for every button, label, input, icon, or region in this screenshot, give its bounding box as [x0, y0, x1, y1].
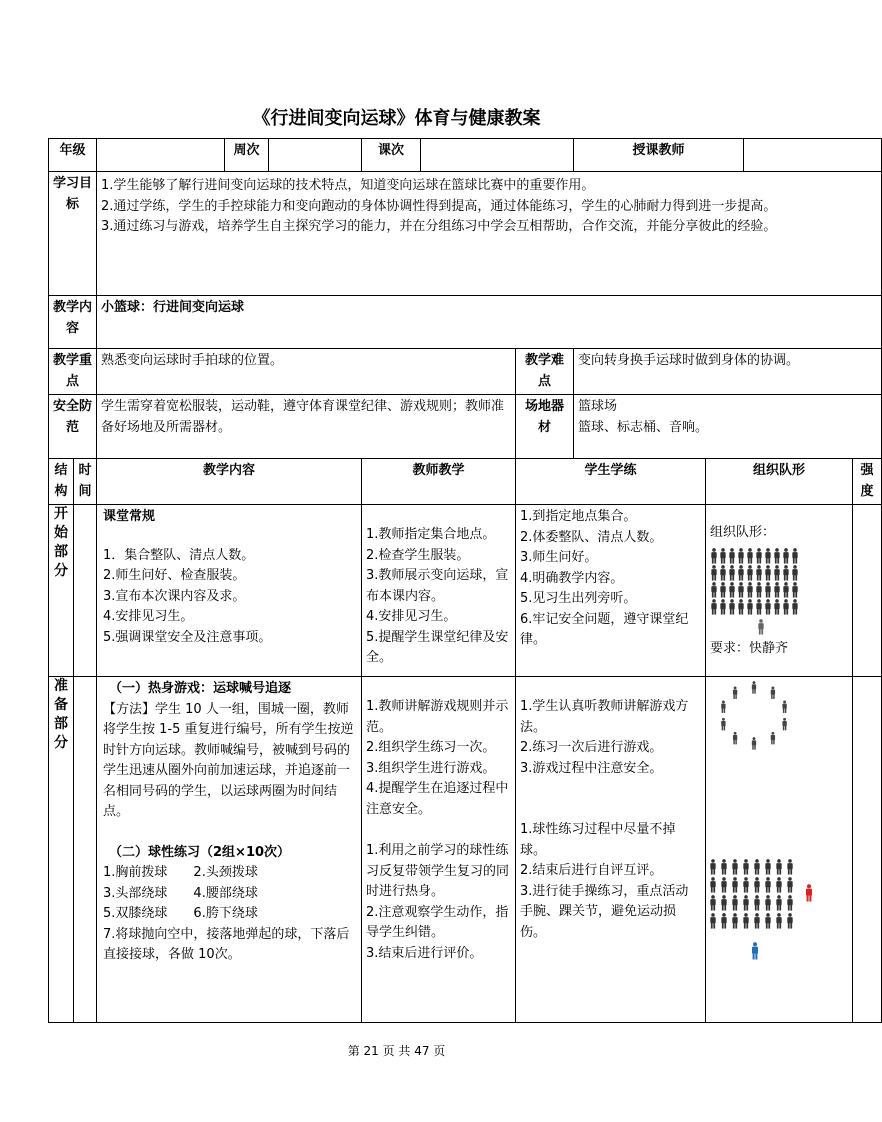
- drill-student-icon: [776, 859, 781, 874]
- col-intensity: 强度: [853, 459, 882, 505]
- drill-student-icon: [776, 877, 781, 892]
- drill-student-icon: [754, 859, 759, 874]
- lesson-plan-table: [48, 138, 882, 1023]
- drill-student-icon: [754, 877, 759, 892]
- part2-student-item: 3.游戏过程中注意安全。: [520, 760, 663, 776]
- col-content: 教学内容: [97, 459, 362, 505]
- student-icon: [773, 582, 781, 598]
- drill-student-icon: [743, 877, 748, 892]
- student-icon: [791, 582, 799, 598]
- method-label: 【方法】: [103, 701, 156, 717]
- drill-item: 1.胸前拨球 2.头颈拨球: [103, 865, 258, 880]
- student-icon: [728, 599, 736, 615]
- part1-content-title: 课堂常规: [103, 509, 156, 524]
- ring-student-icon: [733, 732, 737, 744]
- part1-student-item: 4.明确教学内容。: [520, 570, 624, 586]
- drill-student-icon: [754, 895, 759, 910]
- part2-game-title: （一）热身游戏：运球喊号追逐: [109, 681, 292, 696]
- game-method: 学生 10 人一组，围城一圈，教师将学生按 1-5 重复进行编号，所有学生按逆时针方向运球。教师喊编号，被喊到号码的学生迅速从圈外向前加速运球，并追逐前一名相同号码的学生，以运球两圈为时间结点。: [103, 701, 354, 819]
- student-icon: [746, 565, 754, 581]
- part2-time: [74, 677, 97, 1023]
- ring-student-icon: [721, 718, 725, 730]
- lesson-value: [421, 139, 574, 172]
- part2-teacher-item: 3.组织学生进行游戏。: [366, 760, 496, 776]
- part1-student-item: 2.体委整队、清点人数。: [520, 529, 663, 545]
- student-icon: [791, 565, 799, 581]
- col-time: 时间: [74, 459, 97, 505]
- drill-student-icon: [743, 859, 748, 874]
- part2-name: 准备部分: [49, 677, 74, 1023]
- safety-row: [49, 395, 882, 459]
- student-icon: [710, 582, 718, 598]
- part2-teacher-item: 2.注意观察学生动作，指导学生纠错。: [366, 904, 509, 940]
- student-icon: [746, 548, 754, 564]
- keypoint-row: [49, 349, 882, 395]
- student-icon: [737, 582, 745, 598]
- part2-student-item: 2.练习一次后进行游戏。: [520, 740, 663, 755]
- content-value: 小篮球：行进间变向运球: [97, 296, 882, 349]
- column-header-row: [49, 459, 882, 505]
- drill-student-icon: [776, 913, 781, 928]
- student-icon: [728, 548, 736, 564]
- drill-student-icon: [765, 895, 770, 910]
- student-icon: [710, 565, 718, 581]
- difficulty-label: 教学难点: [516, 349, 574, 395]
- part1-student-item: 6.牢记安全问题，遵守课堂纪律。: [520, 611, 689, 647]
- student-icon: [764, 548, 772, 564]
- part1-student-item: 3.师生问好。: [520, 550, 598, 565]
- student-icon: [782, 582, 790, 598]
- part2-student-item: 2.结束后进行自评互评。: [520, 863, 663, 878]
- part2-row: [49, 677, 882, 1023]
- goal-item: 3.通过练习与游戏，培养学生自主探究学习的能力，并在分组练习中学会互相帮助，合作交流，并能分享彼此的经验。: [101, 219, 777, 234]
- drill-student-icon: [721, 859, 726, 874]
- part1-time: [74, 505, 97, 677]
- drill-student-icon: [732, 913, 737, 928]
- student-icon: [755, 548, 763, 564]
- part2-teacher-item: 4.提醒学生在追逐过程中注意安全。: [366, 781, 509, 817]
- content-label: 教学内容: [49, 296, 97, 349]
- drill-student-icon: [710, 859, 715, 874]
- part1-teacher-item: 5.提醒学生课堂纪律及安全。: [366, 629, 509, 665]
- week-label: 周次: [225, 139, 269, 172]
- part2-teacher-item: 3.结束后进行评价。: [366, 945, 483, 961]
- ring-student-icon: [733, 686, 737, 698]
- part1-student-item: 5.见习生出列旁听。: [520, 591, 637, 606]
- part2-drill-title: （二）球性练习（2组×10次）: [109, 844, 291, 860]
- venue-value: 篮球场 篮球、标志桶、音响。: [574, 395, 882, 459]
- part2-teacher-item: 1.教师讲解游戏规则并示范。: [366, 699, 509, 735]
- part1-teacher-item: 2.检查学生服装。: [366, 547, 470, 563]
- col-student: 学生学练: [516, 459, 706, 505]
- content-row: [49, 296, 882, 349]
- document-title: 《行进间变向运球》体育与健康教案: [252, 108, 541, 129]
- student-icon: [710, 599, 718, 615]
- drill-student-icon: [787, 895, 792, 910]
- part1-content-item: 5.强调课堂安全及注意事项。: [103, 629, 272, 645]
- student-icon: [719, 565, 727, 581]
- student-icon: [791, 599, 799, 615]
- drill-student-icon: [787, 913, 792, 928]
- drill-student-icon: [776, 895, 781, 910]
- ring-student-icon: [771, 686, 775, 698]
- student-icon: [719, 599, 727, 615]
- grade-value: [97, 139, 225, 172]
- goals-label: 学习目标: [49, 172, 97, 296]
- drill-item: 5.双膝绕球 6.胯下绕球: [103, 906, 258, 921]
- difficulty-value: 变向转身换手运球时做到身体的协调。: [574, 349, 882, 395]
- drill-student-icon: [732, 859, 737, 874]
- student-icon: [764, 582, 772, 598]
- week-value: [269, 139, 362, 172]
- venue-label: 场地器材: [516, 395, 574, 459]
- teacher-blue-icon: [752, 942, 758, 959]
- part2-teacher-item: 1.利用之前学习的球性练习反复带领学生复习的同时进行热身。: [366, 843, 510, 899]
- part1-content-item: 1．集合整队、清点人数。: [103, 547, 255, 563]
- student-icon: [737, 565, 745, 581]
- safety-value: 学生需穿着宽松服装，运动鞋，遵守体育课堂纪律、游戏规则；教师准备好场地及所需器材。: [97, 395, 516, 459]
- drill-student-icon: [743, 913, 748, 928]
- part1-intensity: [853, 505, 882, 677]
- drill-item: 3.头部绕球 4.腰部绕球: [103, 885, 258, 901]
- col-formation: 组织队形: [706, 459, 853, 505]
- part1-student-item: 1.到指定地点集合。: [520, 509, 637, 524]
- student-icon: [755, 599, 763, 615]
- drill-student-icon: [765, 859, 770, 874]
- student-icon: [782, 548, 790, 564]
- student-icon: [755, 565, 763, 581]
- part1-content-item: 4.安排见习生。: [103, 609, 194, 624]
- student-icon: [782, 599, 790, 615]
- student-icon: [728, 565, 736, 581]
- teacher-red-icon: [806, 884, 812, 901]
- student-icon: [710, 548, 718, 564]
- goals-row: [49, 172, 882, 296]
- teacher-label: 授课教师: [574, 139, 744, 172]
- drill-student-icon: [743, 895, 748, 910]
- drill-student-icon: [765, 913, 770, 928]
- student-icon: [764, 565, 772, 581]
- student-icon: [737, 548, 745, 564]
- keypoint-label: 教学重点: [49, 349, 97, 395]
- student-icon: [719, 548, 727, 564]
- student-icon: [746, 599, 754, 615]
- part2-student-item: 1.学生认真听教师讲解游戏方法。: [520, 699, 689, 735]
- drill-student-icon: [732, 877, 737, 892]
- student-icon: [737, 599, 745, 615]
- drill-student-icon: [710, 913, 715, 928]
- ring-student-icon: [771, 732, 775, 744]
- ring-student-icon: [752, 681, 756, 693]
- student-icon: [773, 565, 781, 581]
- formation-label: 组织队形：: [710, 525, 776, 540]
- lesson-label: 课次: [362, 139, 421, 172]
- drill-student-icon: [710, 895, 715, 910]
- part1-teacher-item: 1.教师指定集合地点。: [366, 527, 496, 542]
- drill-student-icon: [732, 895, 737, 910]
- formation-requirement: 要求：快静齐: [710, 640, 789, 656]
- col-teacher: 教师教学: [362, 459, 516, 505]
- part2-student-item: 1.球性练习过程中尽量不掉球。: [520, 822, 676, 858]
- part2-intensity: [853, 677, 882, 1023]
- student-icon: [782, 565, 790, 581]
- teacher-value: [744, 139, 882, 172]
- student-icon: [773, 548, 781, 564]
- student-icon: [755, 582, 763, 598]
- drill-student-icon: [787, 859, 792, 874]
- drill-student-icon: [787, 877, 792, 892]
- part1-name: 开始部分: [49, 505, 74, 677]
- student-icon: [719, 582, 727, 598]
- student-icon: [728, 582, 736, 598]
- goal-item: 1.学生能够了解行进间变向运球的技术特点，知道变向运球在篮球比赛中的重要作用。: [101, 178, 595, 193]
- header-row: [49, 139, 882, 172]
- part2-student-item: 3.进行徒手操练习，重点活动手腕、踝关节，避免运动损伤。: [520, 883, 689, 940]
- ring-student-icon: [721, 700, 725, 712]
- part1-content-item: 2.师生问好、检查服装。: [103, 568, 246, 583]
- student-icon: [791, 548, 799, 564]
- page-footer: 第 21 页 共 47 页: [347, 1044, 446, 1058]
- drill-student-icon: [710, 877, 715, 892]
- ring-student-icon: [782, 718, 786, 730]
- drill-student-icon: [721, 895, 726, 910]
- ring-student-icon: [782, 700, 786, 712]
- student-icon: [764, 599, 772, 615]
- part1-content-item: 3.宣布本次课内容及求。: [103, 588, 246, 604]
- drill-item: 7.将球抛向空中，接落地弹起的球，下落后直接接球，各做 10次。: [103, 926, 350, 962]
- safety-label: 安全防范: [49, 395, 97, 459]
- part1-teacher-item: 3.教师展示变向运球，宣布本课内容。: [366, 568, 509, 604]
- student-icon: [746, 582, 754, 598]
- part1-row: [49, 505, 882, 677]
- drill-student-icon: [754, 913, 759, 928]
- part2-teacher-item: 2.组织学生练习一次。: [366, 740, 496, 755]
- keypoint-value: 熟悉变向运球时手拍球的位置。: [97, 349, 516, 395]
- warmup-formation-diagram: [706, 677, 852, 1022]
- goal-item: 2.通过学练，学生的手控球能力和变向跑动的身体协调性得到提高，通过体能练习，学生的心肺耐力得到进一步提高。: [101, 198, 777, 214]
- col-structure: 结构: [49, 459, 74, 505]
- student-icon: [773, 599, 781, 615]
- drill-student-icon: [721, 913, 726, 928]
- part1-teacher-item: 4.安排见习生。: [366, 609, 457, 624]
- grade-label: 年级: [49, 139, 97, 172]
- drill-student-icon: [721, 877, 726, 892]
- formation-grid: [710, 548, 848, 635]
- drill-student-icon: [765, 877, 770, 892]
- ring-student-icon: [752, 737, 756, 749]
- teacher-icon: [757, 619, 765, 635]
